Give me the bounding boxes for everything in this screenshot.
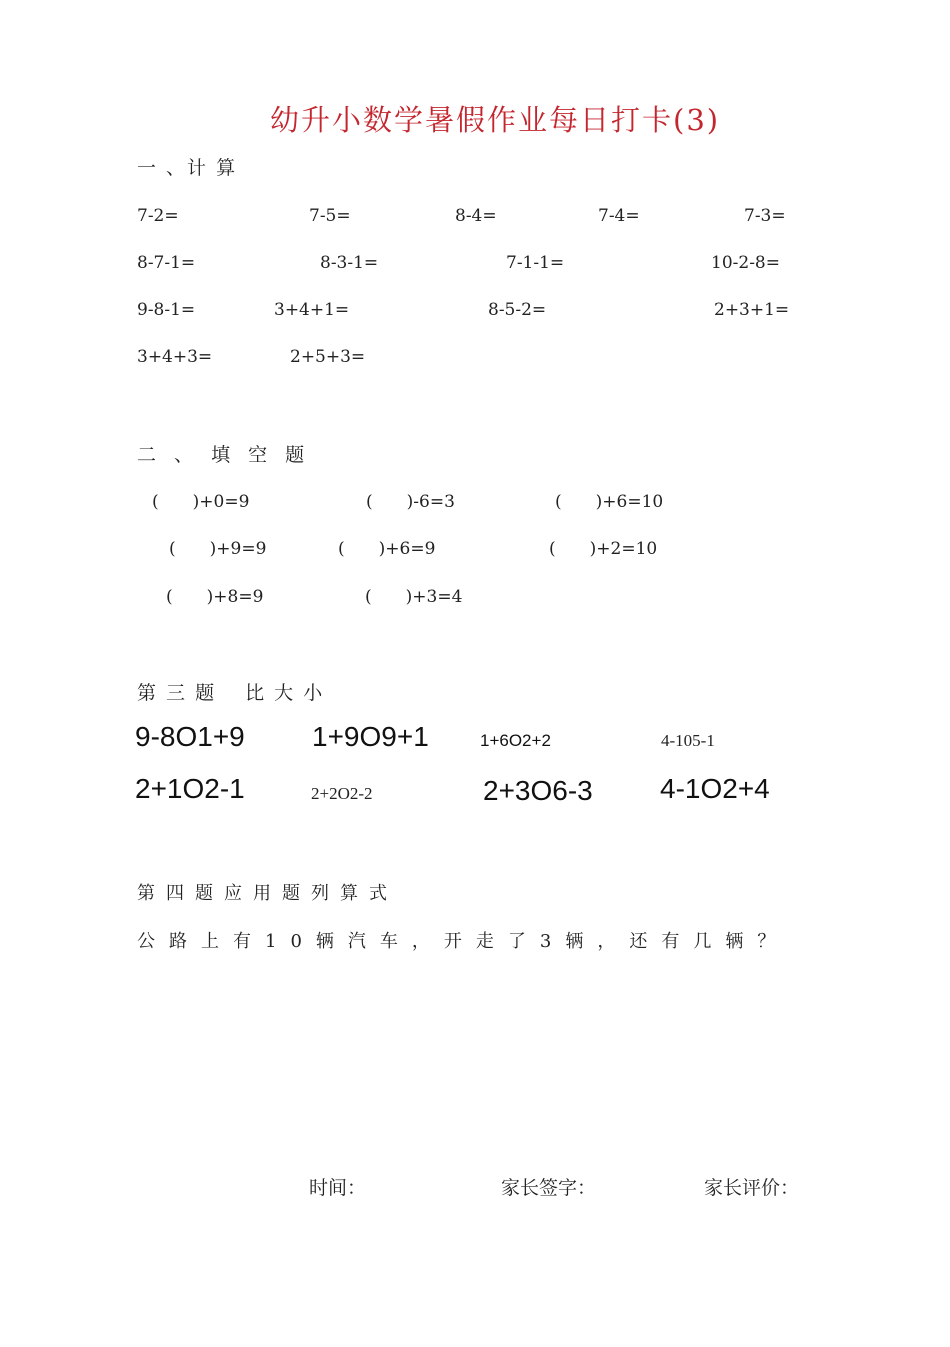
calc-problem: 9-8-1= bbox=[137, 300, 196, 320]
section-1-heading: 一 、计 算 bbox=[137, 157, 238, 179]
compare-problem: 2+3O6-3 bbox=[483, 775, 593, 806]
fill-blank-problem: ( )+6=9 bbox=[338, 539, 436, 559]
compare-problem: 9-8O1+9 bbox=[135, 721, 245, 752]
calc-problem: 10-2-8= bbox=[711, 253, 780, 273]
section-3-heading: 第 三 题 比 大 小 bbox=[137, 682, 325, 704]
calc-problem: 3+4+1= bbox=[274, 300, 350, 320]
word-problem-question: 公路上有10辆汽车，开走了3辆，还有几辆？ bbox=[137, 931, 790, 952]
fill-blank-problem: ( )+2=10 bbox=[549, 539, 658, 559]
calc-problem: 7-2= bbox=[137, 206, 179, 226]
compare-problem: 2+1O2-1 bbox=[135, 773, 245, 804]
fill-blank-problem: ( )+0=9 bbox=[152, 492, 250, 512]
fill-blank-problem: ( )+6=10 bbox=[555, 492, 664, 512]
calc-problem: 2+5+3= bbox=[290, 347, 366, 367]
parent-evaluation-label: 家长评价： bbox=[704, 1177, 800, 1199]
calc-problem: 7-3= bbox=[744, 206, 786, 226]
section-2-heading: 二 、 填 空 题 bbox=[137, 444, 311, 466]
calc-problem: 8-7-1= bbox=[137, 253, 196, 273]
compare-problem: 4-105-1 bbox=[661, 731, 715, 750]
calc-problem: 8-5-2= bbox=[488, 300, 547, 320]
calc-problem: 7-5= bbox=[309, 206, 351, 226]
fill-blank-problem: ( )+3=4 bbox=[365, 587, 463, 607]
calc-problem: 3+4+3= bbox=[137, 347, 213, 367]
parent-signature-label: 家长签字： bbox=[501, 1177, 597, 1199]
calc-problem: 2+3+1= bbox=[714, 300, 790, 320]
fill-blank-problem: ( )+9=9 bbox=[169, 539, 267, 559]
compare-problem: 1+9O9+1 bbox=[312, 721, 429, 752]
compare-problem: 1+6O2+2 bbox=[480, 731, 551, 750]
time-label: 时间： bbox=[309, 1177, 367, 1199]
section-4-heading: 第四题应用题列算式 bbox=[137, 883, 398, 904]
calc-problem: 8-3-1= bbox=[320, 253, 379, 273]
calc-problem: 8-4= bbox=[455, 206, 497, 226]
calc-problem: 7-4= bbox=[598, 206, 640, 226]
fill-blank-problem: ( )-6=3 bbox=[366, 492, 455, 512]
compare-problem: 4-1O2+4 bbox=[660, 773, 770, 804]
calc-problem: 7-1-1= bbox=[506, 253, 565, 273]
fill-blank-problem: ( )+8=9 bbox=[166, 587, 264, 607]
compare-problem: 2+2O2-2 bbox=[311, 784, 373, 803]
page-title: 幼升小数学暑假作业每日打卡(3) bbox=[270, 103, 721, 137]
